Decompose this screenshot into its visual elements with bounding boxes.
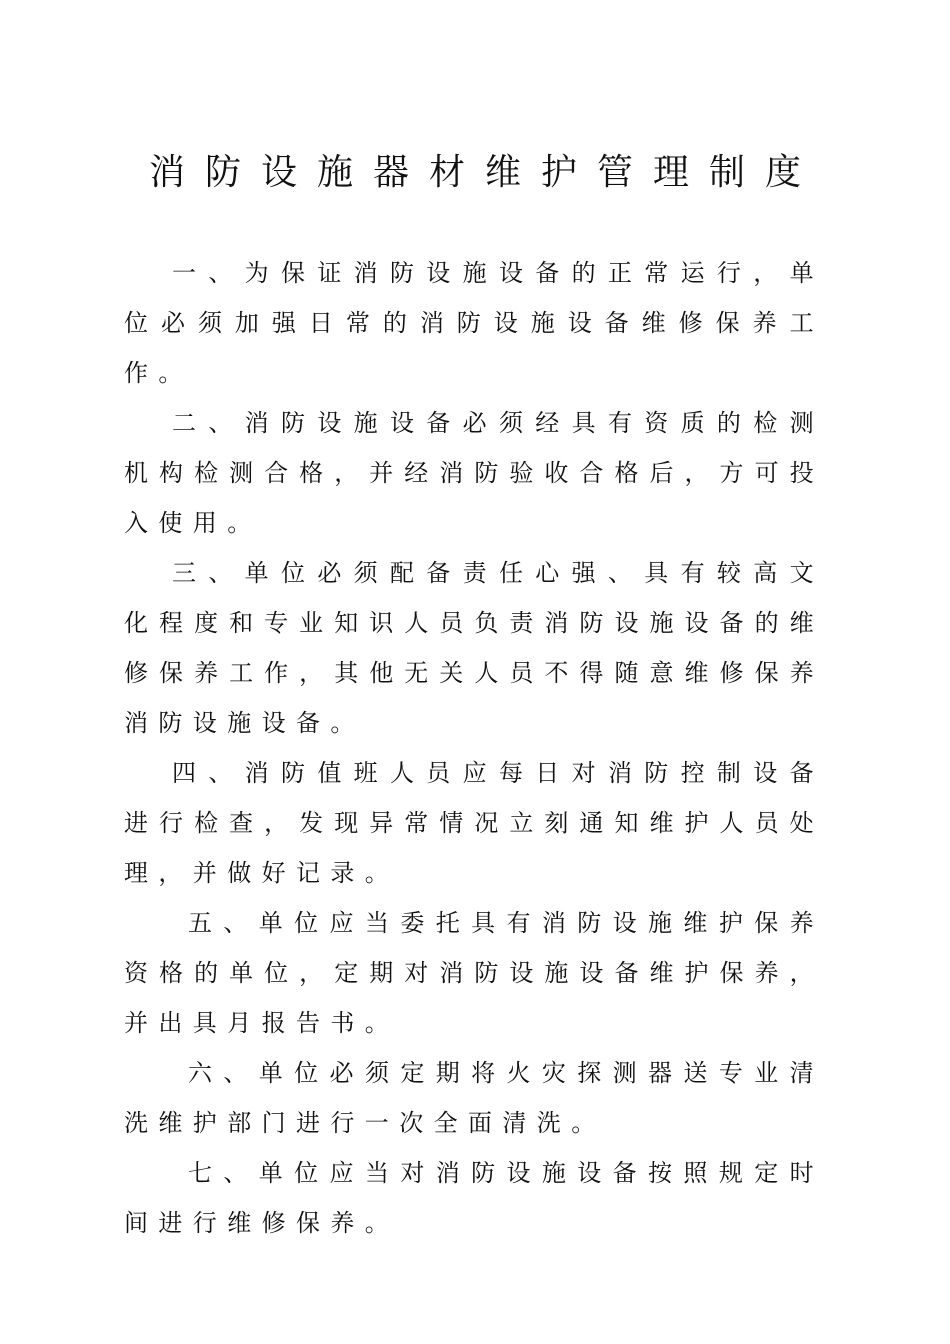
paragraph-2: 二、消防设施设备必须经具有资质的检测机构检测合格，并经消防验收合格后，方可投入使用。 [124, 409, 824, 537]
paragraph-4: 四、消防值班人员应每日对消防控制设备进行检查，发现异常情况立刻通知维护人员处理，并做好记录。 [124, 759, 824, 887]
paragraph-1: 一、为保证消防设施设备的正常运行，单位必须加强日常的消防设施设备维修保养工作。 [124, 259, 824, 387]
document-body [124, 248, 824, 1248]
paragraph-7: 七、单位应当对消防设施设备按照规定时间进行维修保养。 [124, 1159, 824, 1237]
document-title: 消防设施器材维护管理制度 [148, 152, 821, 194]
paragraph-5: 五、单位应当委托具有消防设施维护保养资格的单位，定期对消防设施设备维护保养，并出具月报告书。 [124, 909, 824, 1037]
paragraph-3: 三、单位必须配备责任心强、具有较高文化程度和专业知识人员负责消防设施设备的维修保养工作，其他无关人员不得随意维修保养消防设施设备。 [124, 559, 824, 737]
paragraph-6: 六、单位必须定期将火灾探测器送专业清洗维护部门进行一次全面清洗。 [124, 1059, 824, 1137]
